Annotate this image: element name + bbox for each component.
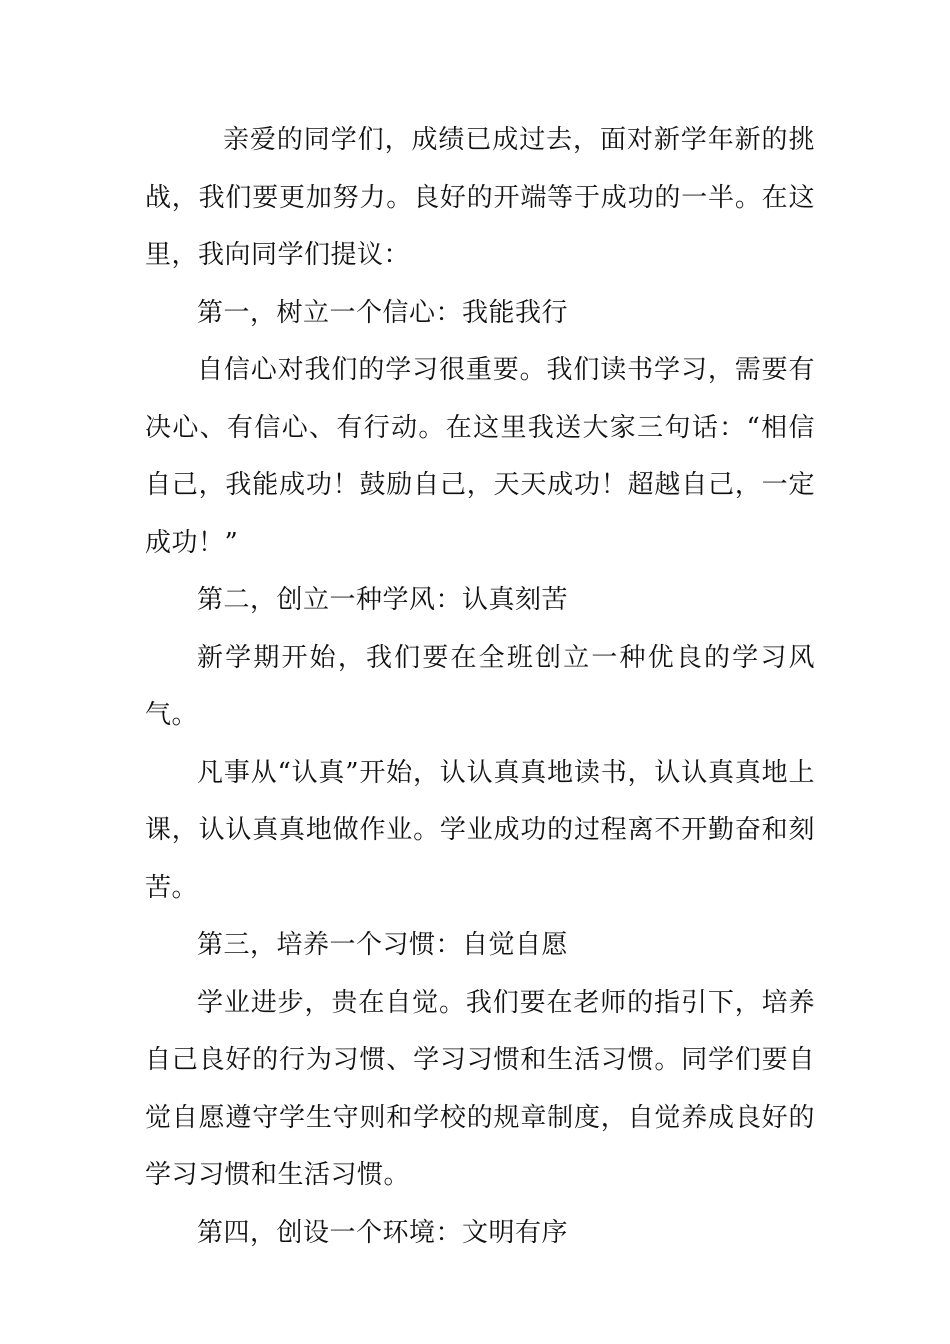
heading-point-three: 第三，培养一个习惯：自觉自愿 xyxy=(197,930,569,960)
paragraph-confidence: 自信心对我们的学习很重要。我们读书学习，需要有决心、有信心、有行动。在这里我送大家三句话：“相信自己，我能成功！鼓励自己，天天成功！超越自己，一定成功！” xyxy=(145,355,815,558)
paragraph-seriousness: 凡事从“认真”开始，认认真真地读书，认认真真地上课，认认真真地做作业。学业成功的过程离不开勤奋和刻苦。 xyxy=(145,757,815,903)
heading-point-four: 第四，创设一个环境：文明有序 xyxy=(197,1217,569,1248)
paragraph-study-style: 新学期开始，我们要在全班创立一种优良的学习风气。 xyxy=(145,642,815,730)
paragraph-habits: 学业进步，贵在自觉。我们要在老师的指引下，培养自己良好的行为习惯、学习习惯和生活习惯。同学们要自觉自愿遵守学生守则和学校的规章制度，自觉养成良好的学习习惯和生活习惯。 xyxy=(145,987,815,1190)
heading-point-one: 第一，树立一个信心：我能我行 xyxy=(197,297,569,328)
paragraph-greeting: 亲爱的同学们，成绩已成过去，面对新学年新的挑战，我们要更加努力。良好的开端等于成功的一半。在这里，我向同学们提议： xyxy=(145,125,815,270)
heading-point-two: 第二，创立一种学风：认真刻苦 xyxy=(197,585,569,615)
document-body xyxy=(145,112,815,1262)
